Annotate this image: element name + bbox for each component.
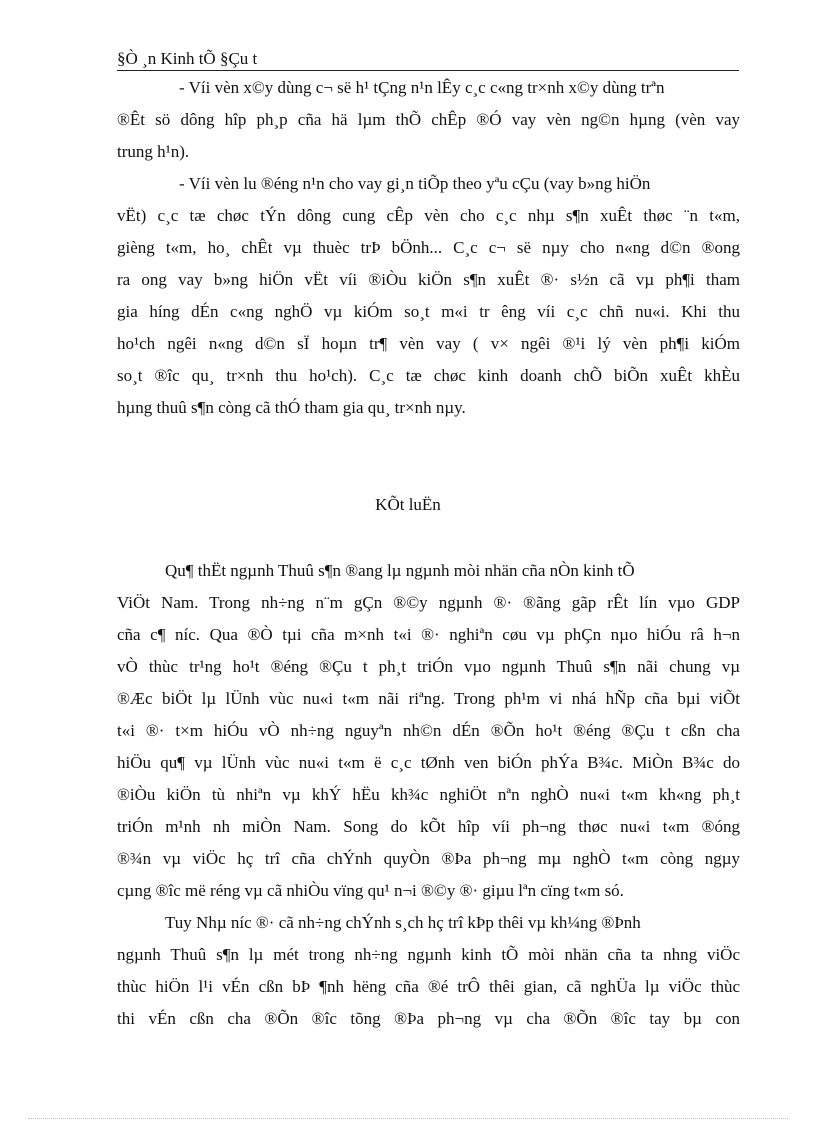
body-line: - Víi vèn lu ®éng n¹n cho vay gi¸n tiÕp theo yªu cÇu (vay b»ng hiÖn [179,174,651,193]
paragraph-line: ngµnh Thuû s¶n lµ mét trong nh÷ng ngµnh kinh tÕ mòi nhän cña ta nhng viÖc [117,945,740,964]
section-title: KÕt luËn [375,495,441,514]
body-line: hµng thuû s¶n còng cã thÓ tham gia qu¸ tr×nh nµy. [117,398,466,417]
paragraph-line: thi vÉn cßn cha ®Õn ®îc tõng ®Þa ph¬ng vµ cha ®Õn ®îc tay bµ con [117,1009,740,1028]
paragraph-line: thùc hiÖn l¹i vÉn cßn bÞ ¶nh hëng cña ®é trÔ thêi gian, cã nghÜa lµ viÖc thùc [117,977,740,996]
body-line: gia híng dÉn c«ng nghÖ vµ kiÓm so¸t m«i tr êng víi c¸c chñ nu«i. Khi thu [117,302,740,321]
paragraph-line: vÒ thùc tr¹ng ho¹t ®éng ®Çu t ph¸t triÓn vµo ngµnh Thuû s¶n nãi chung vµ [117,657,740,676]
body-line: so¸t ®îc qu¸ tr×nh thu ho¹ch). C¸c tæ chøc kinh doanh chÕ biÕn xuÊt khÈu [117,366,740,385]
document-header: §Ò ¸n Kinh tÕ §Çu t [117,49,739,71]
paragraph-line: hiÖu qu¶ vµ lÜnh vùc nu«i t«m ë c¸c tØnh ven biÓn phÝa B¾c. MiÒn B¾c do [117,753,740,772]
paragraph-line: ®¾n vµ viÖc hç trî cña chÝnh quyÒn ®Þa ph¬ng mµ nghÒ t«m còng ngµy [117,849,740,868]
paragraph-line: cña c¶ níc. Qua ®Ò tµi cña m×nh t«i ®· nghiªn cøu vµ phÇn nµo hiÓu râ h¬n [117,625,740,644]
body-line: gièng t«m, ho¸ chÊt vµ thuèc trÞ bÖnh... C¸c c¬ së nµy cho n«ng d©n ®ong [117,238,740,257]
body-line: trung h¹n). [117,142,190,161]
body-line: ra ong vay b»ng hiÖn vËt víi ®iÒu kiÖn s¶n xuÊt ®· s½n cã vµ ph¶i tham [117,270,740,289]
body-line: - Víi vèn x©y dùng c¬ së h¹ tÇng n¹n lÊy c¸c c«ng tr×nh x©y dùng trªn [179,78,665,97]
paragraph-line: t«i ®· t×m hiÓu vÒ nh÷ng nguyªn nh©n dÉn ®Õn ho¹t ®éng ®Çu t cßn cha [117,721,740,740]
paragraph-line: ViÖt Nam. Trong nh÷ng n¨m gÇn ®©y ngµnh ®· ®ãng gãp rÊt lín vµo GDP [117,593,740,612]
body-line: ho¹ch ngêi n«ng d©n sÏ hoµn tr¶ vèn vay ( v× ngêi ®¹i lý vèn ph¶i kiÓm [117,334,740,353]
paragraph-line: ®iÒu kiÖn tù nhiªn vµ khÝ hËu kh¾c nghiÖt nªn nghÒ nu«i t«m kh«ng ph¸t [117,785,740,804]
paragraph-line: cµng ®îc më réng vµ cã nhiÒu vïng qu¹ n¬i ®©y ®· giµu lªn cïng t«m só. [117,881,624,900]
paragraph-line: Tuy Nhµ níc ®· cã nh÷ng chÝnh s¸ch hç trî kÞp thêi vµ kh¼ng ®Þnh [165,913,641,932]
page-bottom-divider [28,1118,788,1119]
paragraph-line: ®Æc biÖt lµ lÜnh vùc nu«i t«m nãi riªng. Trong ph¹m vi nhá hÑp cña bµi viÕt [117,689,740,708]
paragraph-line: triÓn m¹nh nh miÒn Nam. Song do kÕt hîp víi ph¬ng thøc nu«i t«m ®óng [117,817,740,836]
body-line: vËt) c¸c tæ chøc tÝn dông cung cÊp vèn cho c¸c nhµ s¶n xuÊt thøc ¨n t«m, [117,206,740,225]
body-line: ®Êt sö dông hîp ph¸p cña hä lµm thÕ chÊp ®Ó vay vèn ng©n hµng (vèn vay [117,110,740,129]
paragraph-line: Qu¶ thËt ngµnh Thuû s¶n ®ang lµ ngµnh mòi nhän cña nÒn kinh tÕ [165,561,635,580]
